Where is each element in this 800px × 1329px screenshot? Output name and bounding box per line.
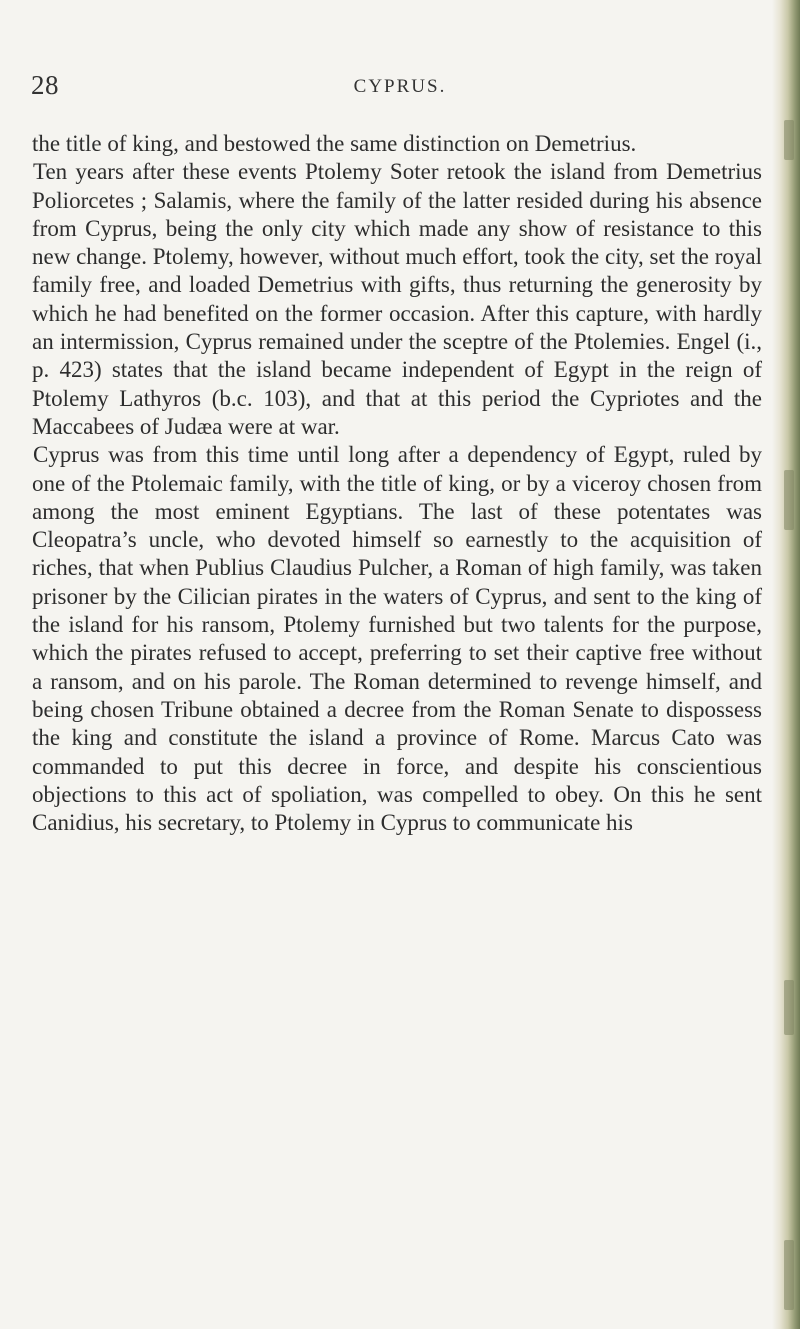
running-head: CYPRUS. (353, 76, 447, 97)
paragraph: the title of king, and bestowed the same distinction on Demetrius. (32, 131, 637, 156)
page-edge-shadow (772, 0, 800, 1329)
edge-mark (784, 980, 794, 1035)
paragraph: Ten years after these events Ptolemy Soter retook the island from Demetrius Poliorcetes ; Salamis, where the family of the latter resided during his absence from Cyprus, being the only city which made any show of resistance to this new change. Ptolemy, however, without much effort, took the city, set the royal family free, and loaded Demetrius with gifts, thus returning the generosity by which he had benefited on the former occasion. After this capture, with hardly an intermission, Cyprus remained under the sceptre of the Ptolemies. Engel (i., p. 423) states that the island became independent of Egypt in the reign of Ptolemy Lathyros (b.c. 103), and that at this period the Cypriotes and the Maccabees of Judæa were at war. (32, 159, 762, 439)
edge-mark (784, 1240, 794, 1310)
page-number: 28 (31, 70, 59, 100)
paragraph: Cyprus was from this time until long after a dependency of Egypt, ruled by one of the Ptolemaic family, with the title of king, or by a viceroy chosen from among the most eminent Egyptians. The last of these potentates was Cleopatra’s uncle, who devoted himself so earnestly to the acquisition of riches, that when Publius Claudius Pulcher, a Roman of high family, was taken prisoner by the Cilician pirates in the waters of Cyprus, and sent to the king of the island for his ransom, Ptolemy furnished but two talents for the purpose, which the pirates refused to accept, preferring to set their captive free without a ransom, and on his parole. The Roman determined to revenge himself, and being chosen Tribune obtained a decree from the Roman Senate to dispossess the king and constitute the island a province of Rome. Marcus Cato was commanded to put this decree in force, and despite his conscientious objections to this act of spoliation, was compelled to obey. On this he sent Canidius, his secretary, to Ptolemy in Cyprus to communicate his (32, 442, 762, 836)
edge-mark (784, 470, 794, 530)
edge-mark (784, 120, 794, 160)
body-text (32, 130, 762, 837)
